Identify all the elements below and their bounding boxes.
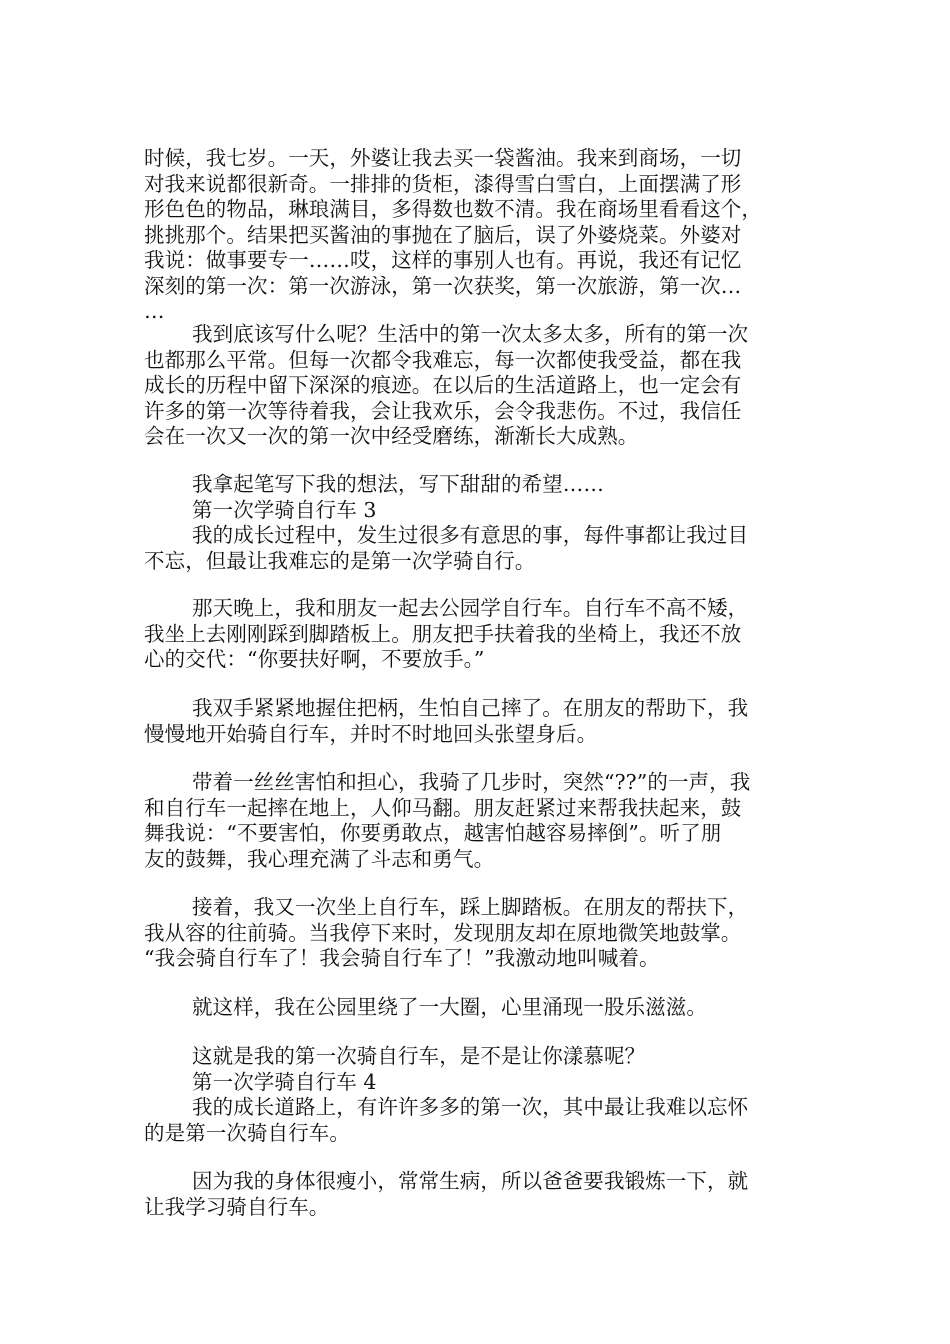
text-line: 许多的第一次等待着我，会让我欢乐，会令我悲伤。不过，我信任 xyxy=(144,398,742,423)
paragraph xyxy=(144,596,812,673)
text-line: 我坐上去刚刚踩到脚踏板上。朋友把手扶着我的坐椅上，我还不放 xyxy=(144,621,742,646)
text-line: 挑挑那个。结果把买酱油的事抛在了脑后，误了外婆烧菜。外婆对 xyxy=(144,222,742,247)
text-line: 的是第一次骑自行车。 xyxy=(144,1120,350,1145)
paragraph xyxy=(144,322,812,450)
text-line: 接着，我又一次坐上自行车，踩上脚踏板。在朋友的帮扶下， xyxy=(192,895,749,919)
paragraph xyxy=(144,1044,812,1146)
text-line: … xyxy=(144,299,165,323)
paragraph xyxy=(144,146,812,325)
text-line: 不忘，但最让我难忘的是第一次学骑自行。 xyxy=(144,548,536,573)
text-line: 友的鼓舞，我心理充满了斗志和勇气。 xyxy=(144,846,495,871)
text-line: 带着一丝丝害怕和担心，我骑了几步时，突然“??”的一声，我 xyxy=(192,770,751,794)
text-line: “我会骑自行车了！我会骑自行车了！”我激动地叫喊着。 xyxy=(144,946,660,970)
text-line: 会在一次又一次的第一次中经受磨练，渐渐长大成熟。 xyxy=(144,424,639,448)
text-line: 我双手紧紧地握住把柄，生怕自己摔了。在朋友的帮助下，我 xyxy=(192,696,749,720)
text-line: 因为我的身体很瘦小，常常生病，所以爸爸要我锻炼一下，就 xyxy=(192,1169,749,1193)
text-line: 深刻的第一次：第一次游泳，第一次获奖，第一次旅游，第一次… xyxy=(144,273,742,298)
text-line: 我的成长道路上，有许许多多的第一次，其中最让我难以忘怀 xyxy=(192,1095,749,1119)
text-line: 形色色的物品，琳琅满目，多得数也数不清。我在商场里看看这个， xyxy=(144,197,762,221)
text-line: 让我学习骑自行车。 xyxy=(144,1194,330,1219)
paragraph xyxy=(144,895,812,972)
text-line: 我的成长过程中，发生过很多有意思的事，每件事都让我过目 xyxy=(192,523,749,547)
text-line: 慢慢地开始骑自行车，并时不时地回头张望身后。 xyxy=(144,721,598,746)
text-line: 那天晚上，我和朋友一起去公园学自行车。自行车不高不矮， xyxy=(192,596,749,620)
text-line: 就这样，我在公园里绕了一大圈，心里涌现一股乐滋滋。 xyxy=(192,995,707,1019)
paragraph xyxy=(144,472,812,574)
paragraph xyxy=(144,1169,812,1220)
text-line: 心的交代：“你要扶好啊，不要放手。” xyxy=(144,647,485,671)
text-line: 和自行车一起摔在地上，人仰马翻。朋友赶紧过来帮我扶起来，鼓 xyxy=(144,795,742,820)
paragraph xyxy=(144,696,812,747)
paragraph xyxy=(144,770,812,872)
text-line: 也都那么平常。但每一次都令我难忘，每一次都使我受益，都在我 xyxy=(144,347,742,372)
section-heading: 第一次学骑自行车 4 xyxy=(192,1069,377,1094)
text-line: 我拿起笔写下我的想法，写下甜甜的希望…… xyxy=(192,472,604,496)
paragraph xyxy=(144,995,812,1021)
text-line: 成长的历程中留下深深的痕迹。在以后的生活道路上，也一定会有 xyxy=(144,373,742,397)
text-line: 对我来说都很新奇。一排排的货柜，漆得雪白雪白，上面摆满了形 xyxy=(144,171,742,196)
text-line: 时候，我七岁。一天，外婆让我去买一袋酱油。我来到商场，一切 xyxy=(144,146,742,170)
text-line: 我说：做事要专一……哎，这样的事别人也有。再说，我还有记忆 xyxy=(144,248,742,272)
text-line: 舞我说：“不要害怕，你要勇敢点，越害怕越容易摔倒”。听了朋 xyxy=(144,821,722,845)
text-line: 这就是我的第一次骑自行车，是不是让你漾慕呢？ xyxy=(192,1044,646,1068)
section-heading: 第一次学骑自行车 3 xyxy=(192,497,377,522)
text-line: 我从容的往前骑。当我停下来时，发现朋友却在原地微笑地鼓掌。 xyxy=(144,920,742,945)
text-line: 我到底该写什么呢？生活中的第一次太多太多，所有的第一次 xyxy=(192,322,749,346)
